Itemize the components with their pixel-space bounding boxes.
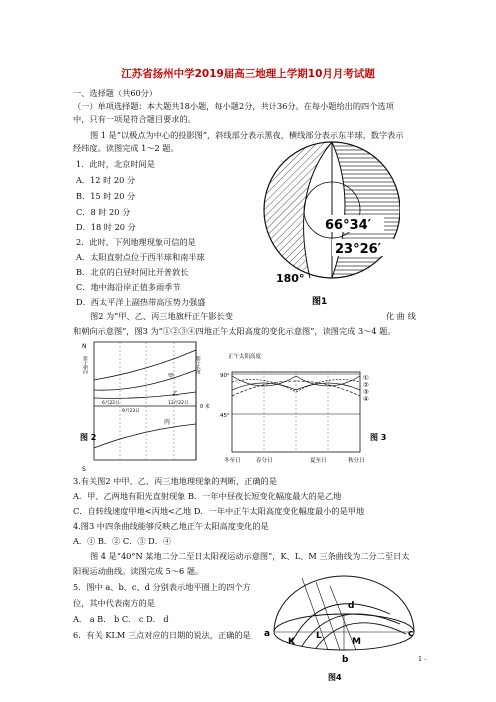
fig3-legend-4: ④ bbox=[363, 395, 369, 403]
q5-stem-2: 位，其中代表南方的是 bbox=[73, 598, 155, 608]
fig1-lat-23: 23°26′ bbox=[335, 242, 382, 257]
fig3-caption: 图 3 bbox=[370, 433, 387, 442]
q3-options-ab: A．甲、乙两地有阳光直射现象 B．一年中昼夜长短变化幅度最大的是乙地 bbox=[73, 491, 342, 501]
fig2-yi: 乙 bbox=[172, 391, 179, 398]
q1-option-b: B．15 时 20 分 bbox=[76, 191, 136, 201]
fig3-x-2: 春分日 bbox=[256, 458, 273, 464]
intro3-line-1: 图 4 是“40°N 某地二分二至日太阳视运动示意图”，K、L、M 三条曲线为二分二至日太 bbox=[90, 551, 410, 561]
fig2-left-label: 影子朝向 bbox=[82, 356, 88, 374]
page-number: 1 - bbox=[418, 655, 427, 663]
fig4-k: K bbox=[288, 637, 295, 647]
fig2-jia: 甲 bbox=[168, 373, 175, 380]
fig2-zero: 0 米 bbox=[200, 404, 210, 410]
q4-stem: 4.图3 中四条曲线能够反映乙地正午太阳高度变化的是 bbox=[73, 521, 269, 531]
intro2-line-2: 和朝向示意图”，图3 为“①②③④四地正午太阳高度的变化示意图”，读图完成 3～4 题。 bbox=[73, 326, 396, 336]
fig3-legend-2: ② bbox=[363, 381, 369, 389]
fig1-caption: 图1 bbox=[312, 297, 328, 307]
fig4-d: d bbox=[348, 601, 355, 611]
intro1-line-2: 经纬度。读图完成 1～2 题。 bbox=[73, 143, 179, 153]
fig2-right-label: 影子长度 bbox=[195, 356, 201, 374]
q2-option-b: B．北京的白昼时间比开普敦长 bbox=[76, 267, 189, 277]
q1-option-c: C．8 时 20 分 bbox=[76, 207, 131, 217]
fig4-c: c bbox=[408, 629, 414, 639]
fig3-x-1: 冬至日 bbox=[224, 458, 241, 464]
fig3-legend-3: ③ bbox=[363, 388, 369, 396]
instructions-line-1: （一）单项选择题：本大题共18小题，每小题2分，共计36分。在每小题给出的四个选项 bbox=[73, 101, 394, 111]
fig3-x-3: 夏至日 bbox=[310, 458, 327, 464]
fig2-n: N bbox=[82, 343, 87, 350]
q2-option-c: C．地中海沿岸正值多雨季节 bbox=[76, 282, 181, 292]
fig4-caption: 图4 bbox=[328, 673, 342, 682]
intro2-line-1a: 图2 为“甲、乙、丙三地旗杆正午影长变 bbox=[90, 311, 233, 321]
fig1-lon-180: 180° bbox=[276, 272, 305, 285]
intro3-line-2: 阳视运动曲线。读图完成 5～6 题。 bbox=[73, 566, 204, 576]
fig4-b: b bbox=[342, 655, 349, 665]
figure-2-shadow-curves bbox=[80, 340, 230, 474]
figure-1-polar-projection bbox=[250, 132, 400, 314]
q2-stem: 2．此时，下列地理现象可信的是 bbox=[76, 237, 196, 247]
q6-stem: 6．有关 KLM 三点对应的日期的说法，正确的是 bbox=[73, 630, 251, 640]
intro1-line-1: 图 1 是“以极点为中心的投影图”，斜线部分表示黑夜，横线部分表示东半球，数字表示 bbox=[90, 130, 404, 140]
section-heading: 一、选择题（共60分） bbox=[73, 88, 158, 98]
fig3-x-4: 秋分日 bbox=[348, 458, 365, 464]
intro2-line-1b: 化 曲 线 bbox=[386, 311, 416, 321]
fig4-a: a bbox=[264, 629, 271, 639]
fig3-legend-1: ① bbox=[363, 374, 369, 382]
q1-option-d: D．18 时 20 分 bbox=[76, 222, 136, 232]
fig3-y90: 90° bbox=[220, 373, 230, 379]
figure-3-solar-altitude bbox=[220, 346, 400, 468]
fig2-bing: 丙 bbox=[164, 419, 171, 426]
fig2-date-3: 12月22日 bbox=[168, 401, 189, 406]
fig2-date-1: 6月22日 bbox=[102, 401, 120, 406]
q1-option-a: A．12 时 20 分 bbox=[76, 175, 136, 185]
fig3-y45: 45° bbox=[220, 413, 230, 419]
q4-options: A．① B．② C．③ D．④ bbox=[73, 536, 172, 546]
q5-stem-1: 5．图中 a、b、c、d 分别表示地平圈上的四个方 bbox=[73, 582, 251, 592]
fig2-date-2: 9月23日 bbox=[122, 409, 140, 414]
instructions-line-2: 中，只有一项是符合题目要求的。 bbox=[73, 114, 196, 124]
q3-stem: 3.有关图2 中甲、乙、丙三地地理现象的判断，正确的是 bbox=[73, 476, 277, 486]
fig2-caption: 图 2 bbox=[80, 433, 97, 442]
fig4-l: L bbox=[316, 631, 322, 641]
paper-title: 江苏省扬州中学2019届高三地理上学期10月月考试题 bbox=[121, 68, 375, 80]
q2-option-a: A．太阳直射点位于西半球和南半球 bbox=[76, 252, 205, 262]
figure-4-sun-paths bbox=[262, 574, 422, 686]
fig4-m: M bbox=[352, 637, 361, 647]
q1-stem: 1．此时，北京时间是 bbox=[76, 159, 155, 169]
fig3-title: 正午太阳高度 bbox=[228, 354, 262, 360]
fig2-s: S bbox=[82, 466, 86, 473]
fig1-lat-66: 66°34′ bbox=[325, 218, 372, 233]
q2-option-d: D．西太平洋上副热带高压势力强盛 bbox=[76, 297, 206, 307]
q5-options: A． a B． b C． c D． d bbox=[73, 614, 169, 624]
q3-options-cd: C．自转线速度甲地<丙地<乙地 D．一年中正午太阳高度变化幅度最小的是甲地 bbox=[73, 506, 365, 516]
